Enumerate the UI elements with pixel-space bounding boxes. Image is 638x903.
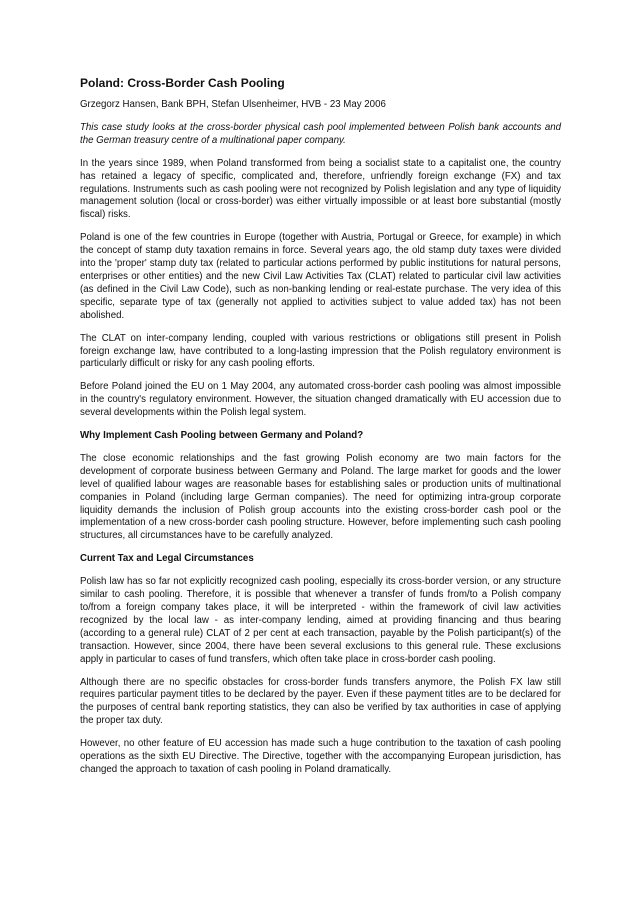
byline: Grzegorz Hansen, Bank BPH, Stefan Ulsenheimer, HVB - 23 May 2006 bbox=[80, 99, 386, 110]
body-paragraph: The CLAT on inter-company lending, coupled with various restrictions or obligations still present in Polish foreign exchange law, have contributed to a long-lasting impression that the Polish regulatory environment is particularly difficult or risky for any cash pooling efforts. bbox=[80, 332, 561, 370]
body-paragraph: Although there are no specific obstacles for cross-border funds transfers anymore, the Polish FX law still requires particular payment titles to be declared by the payer. Even if these payment titles are to be declared for the purposes of central bank reporting statistics, they can also be verified by tax authorities in case of applying the proper tax duty. bbox=[80, 676, 561, 727]
body-paragraph: Polish law has so far not explicitly recognized cash pooling, especially its cross-border version, or any structure similar to cash pooling. Therefore, it is possible that whenever a transfer of funds from/to a Polish company to/from a foreign company takes place, it will be interpreted - within the framework of civil law activities recognized by the local law - as inter-company lending, aimed at providing financing and thus bearing (according to a general rule) CLAT of 2 per cent at each transaction, payable by the Polish participant(s) of the transaction. However, since 2004, there have been several exclusions to this general rule. These exclusions apply in particular to cases of fund transfers, which often take place in cross-border cash pooling. bbox=[80, 576, 561, 665]
intro-paragraph: This case study looks at the cross-border physical cash pool implemented between Polish bank accounts and the German treasury centre of a multinational paper company. bbox=[80, 121, 561, 146]
section-heading: Why Implement Cash Pooling between Germany and Poland? bbox=[80, 430, 364, 442]
body-paragraph: In the years since 1989, when Poland transformed from being a socialist state to a capitalist one, the country has retained a legacy of specific, complicated and, therefore, unfriendly foreign exchange (FX) and tax regulations. Instruments such as cash pooling were not recognized by Polish legislation and any type of liquidity management solution (local or cross-border) was either virtually impossible or at least bore substantial (mostly fiscal) risks. bbox=[80, 157, 561, 221]
body-paragraph: However, no other feature of EU accession has made such a huge contribution to the taxation of cash pooling operations as the sixth EU Directive. The Directive, together with the accompanying European jurisdiction, has changed the approach to taxation of cash pooling in Poland dramatically. bbox=[80, 738, 561, 775]
body-paragraph: Poland is one of the few countries in Europe (together with Austria, Portugal or Greece, for example) in which the concept of stamp duty taxation remains in force. Several years ago, the old stamp duty taxes were divided into the 'proper' stamp duty tax (related to particular actions performed by public institutions for natural persons, enterprises or other entities) and the new Civil Law Activities Tax (CLAT) related to particular civil law activities (as defined in the Civil Law Code), such as non-banking lending or real-estate purchase. The very idea of this specific, separate type of tax (generally not applied to activities subject to value added tax) has not been abolished. bbox=[80, 232, 561, 321]
document-title: Poland: Cross-Border Cash Pooling bbox=[80, 76, 285, 90]
section-heading: Current Tax and Legal Circumstances bbox=[80, 553, 254, 565]
document-page bbox=[80, 76, 561, 787]
body-paragraph: Before Poland joined the EU on 1 May 2004, any automated cross-border cash pooling was almost impossible in the country's regulatory environment. However, the situation changed dramatically with EU accession due to several developments within the Polish legal system. bbox=[80, 381, 561, 419]
body-paragraph: The close economic relationships and the fast growing Polish economy are two main factors for the development of corporate business between Germany and Poland. The large market for goods and the lower level of qualified labour wages are reasonable bases for establishing sales or production units of multinational companies in Poland (including large German companies). The need for optimizing intra-group corporate liquidity demands the inclusion of Polish group accounts into the existing cross-border cash pool or the implementation of a new cross-border cash pooling structure. However, before implementing such cash pooling structures, all circumstances have to be carefully analyzed. bbox=[80, 452, 561, 542]
